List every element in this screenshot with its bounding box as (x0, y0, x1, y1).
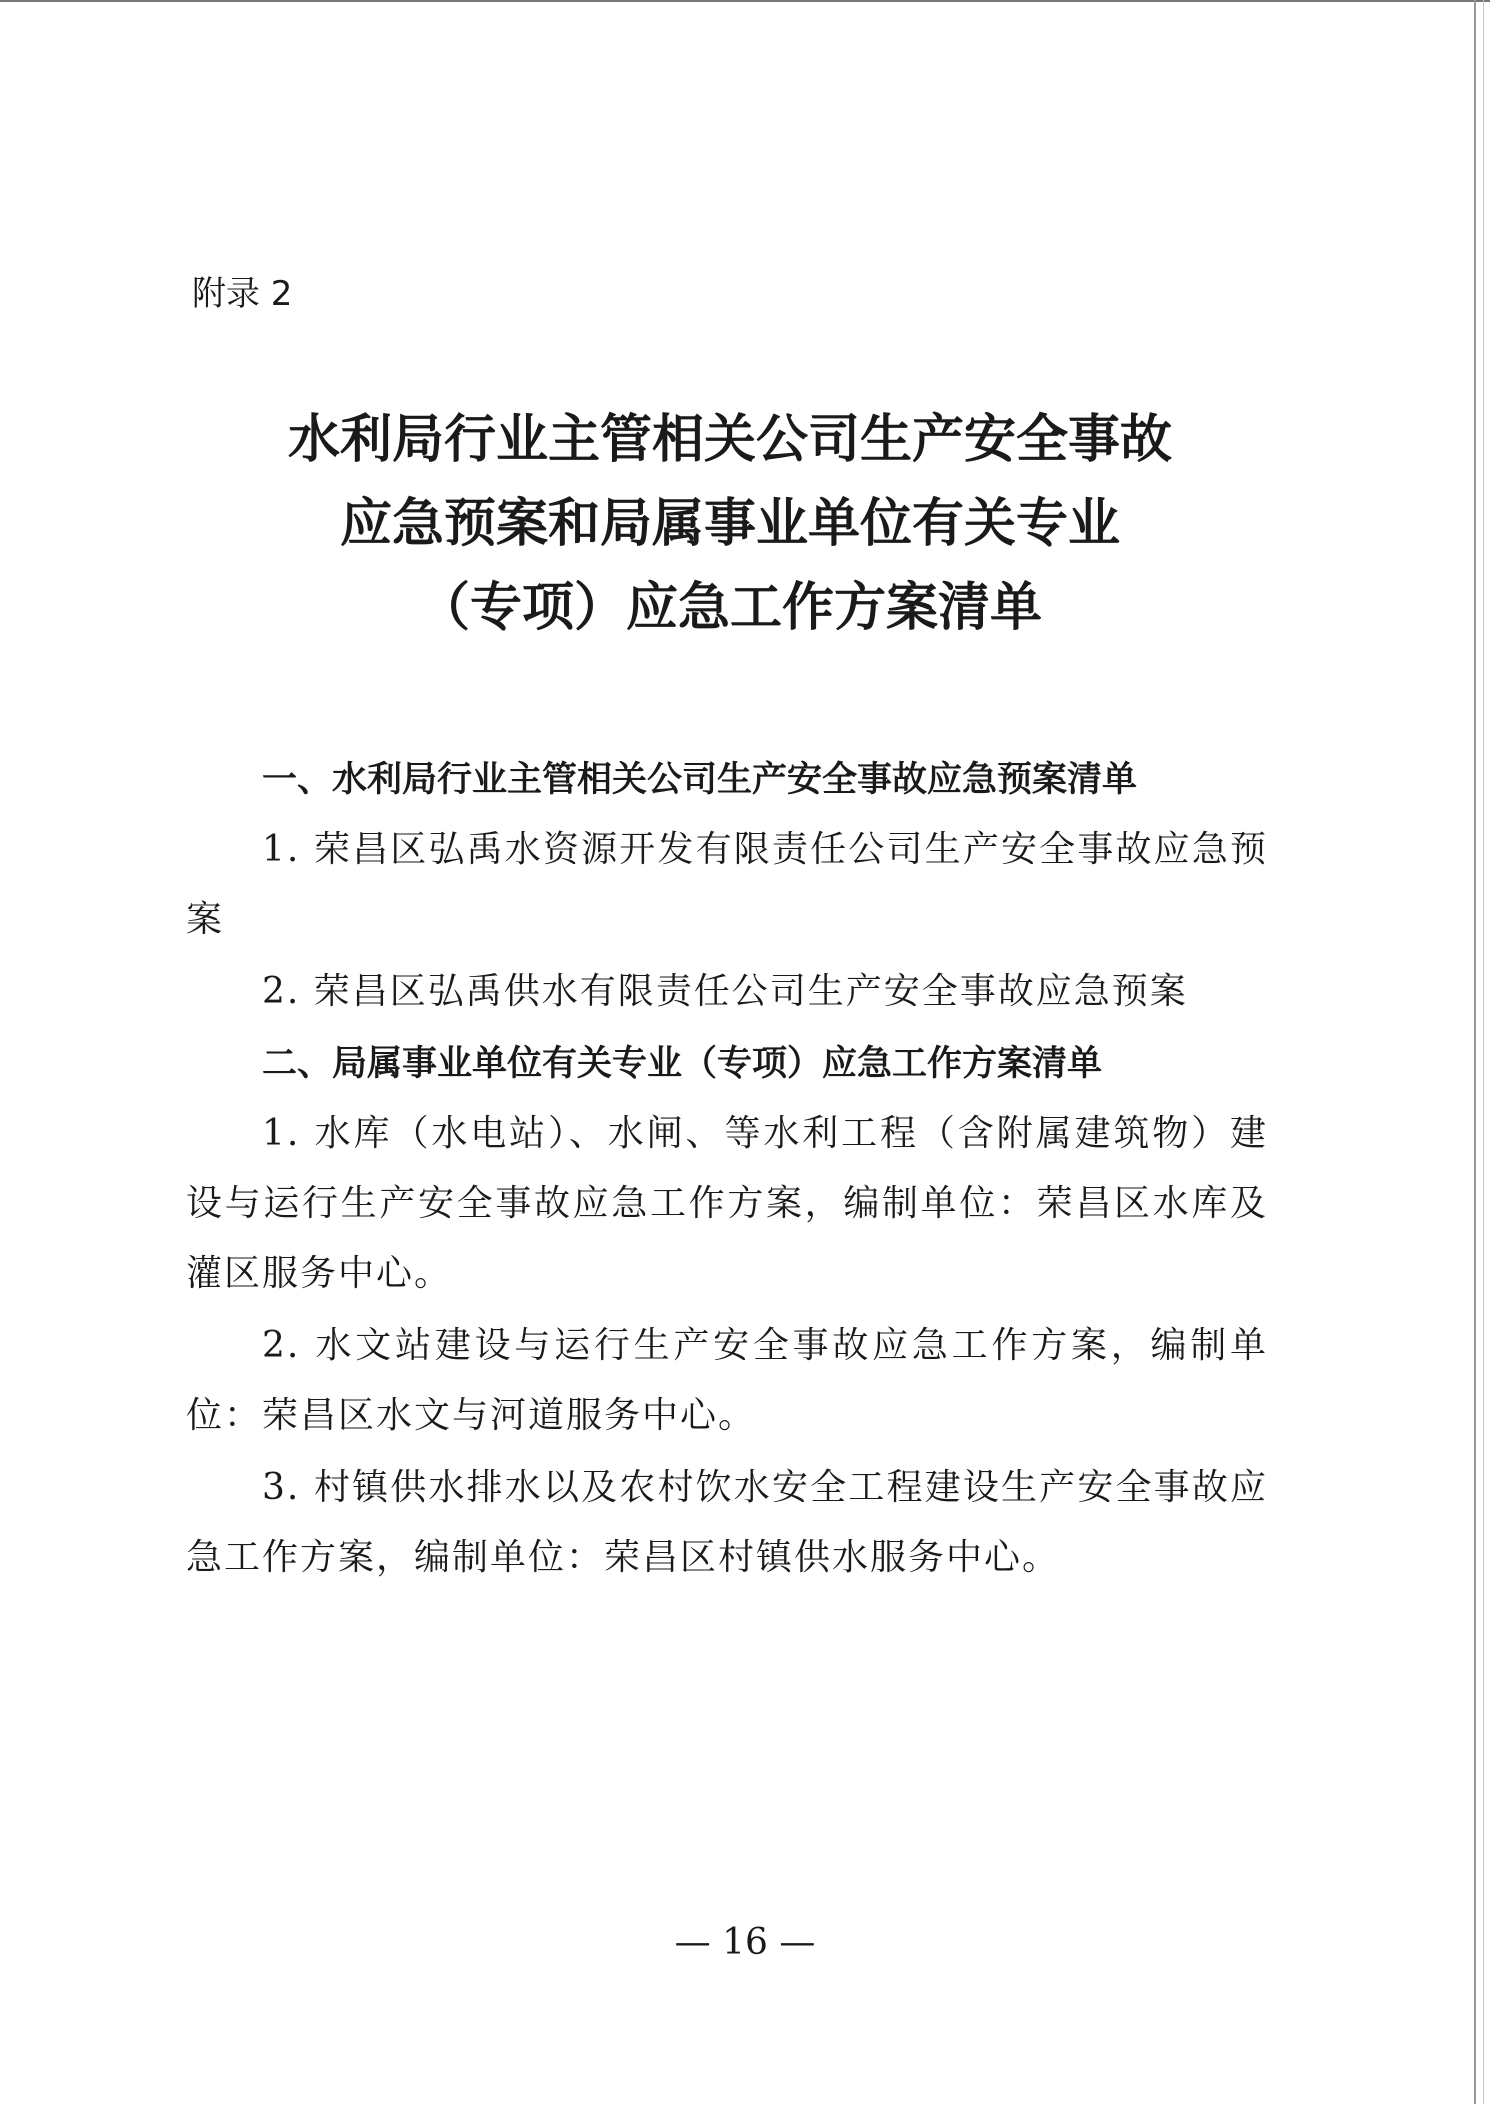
section-2-item-3: 3. 村镇供水排水以及农村饮水安全工程建设生产安全事故应急工作方案，编制单位：荣昌区村镇供水服务中心。 (186, 1467, 1268, 1578)
section-1-item-1: 1. 荣昌区弘禹水资源开发有限责任公司生产安全事故应急预案 (186, 829, 1268, 940)
document-title (180, 398, 1280, 650)
title-line-1: 水利局行业主管相关公司生产安全事故 (287, 409, 1172, 470)
appendix-label: 附录 2 (192, 274, 293, 314)
page-number: — 16 — (674, 1922, 816, 1963)
document-body (186, 745, 1268, 1595)
title-line-3: （专项）应急工作方案清单 (417, 577, 1042, 638)
scan-top-edge (0, 0, 1490, 2)
section-1-heading: 一、水利局行业主管相关公司生产安全事故应急预案清单 (262, 760, 1138, 800)
scan-right-edge-faint (1483, 0, 1484, 2104)
section-2-item-1: 1. 水库（水电站）、水闸、等水利工程（含附属建筑物）建设与运行生产安全事故应急工作方案，编制单位：荣昌区水库及灌区服务中心。 (186, 1113, 1268, 1294)
title-line-2: 应急预案和局属事业单位有关专业 (339, 493, 1120, 554)
scan-right-edge (1474, 0, 1476, 2104)
section-1-item-2: 2. 荣昌区弘禹供水有限责任公司生产安全事故应急预案 (262, 971, 1188, 1012)
section-2-item-2: 2. 水文站建设与运行生产安全事故应急工作方案，编制单位：荣昌区水文与河道服务中心。 (186, 1325, 1268, 1436)
section-2-heading: 二、局属事业单位有关专业（专项）应急工作方案清单 (262, 1044, 1103, 1084)
